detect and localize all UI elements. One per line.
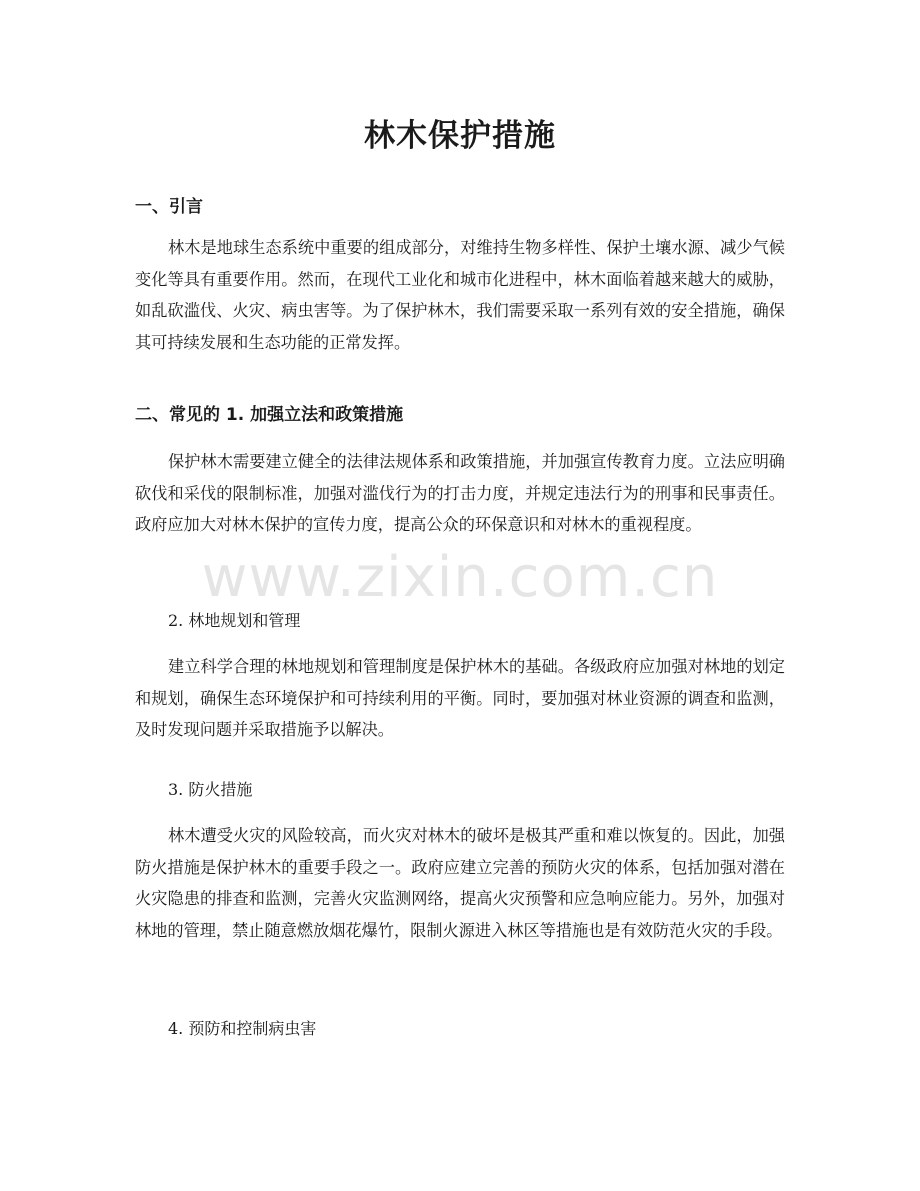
- section-heading-legislation: 二、常见的 1. 加强立法和政策措施: [135, 405, 404, 425]
- section-paragraph-planning: 建立科学合理的林地规划和管理制度是保护林木的基础。各级政府应加强对林地的划定和规划，确保生态环境保护和可持续利用的平衡。同时，要加强对林业资源的调查和监测，及时发现问题并采取措施予以解决。: [135, 657, 785, 739]
- subsection-heading-planning: 2. 林地规划和管理: [168, 611, 301, 630]
- document-title: 林木保护措施: [364, 118, 556, 154]
- subsection-heading-pests: 4. 预防和控制病虫害: [168, 1019, 317, 1038]
- section-paragraph-legislation: 保护林木需要建立健全的法律法规体系和政策措施，并加强宣传教育力度。立法应明确砍伐和采伐的限制标准，加强对滥伐行为的打击力度，并规定违法行为的刑事和民事责任。政府应加大对林木保护的宣传力度，提高公众的环保意识和对林木的重视程度。: [135, 452, 785, 534]
- subsection-heading-fire: 3. 防火措施: [168, 780, 253, 799]
- section-paragraph-intro: 林木是地球生态系统中重要的组成部分，对维持生物多样性、保护土壤水源、减少气候变化等具有重要作用。然而，在现代工业化和城市化进程中，林木面临着越来越大的威胁，如乱砍滥伐、火灾、病虫害等。为了保护林木，我们需要采取一系列有效的安全措施，确保其可持续发展和生态功能的正常发挥。: [135, 238, 785, 352]
- watermark-text: www.zixin.com.cn: [201, 545, 719, 610]
- section-paragraph-fire: 林木遭受火灾的风险较高，而火灾对林木的破坏是极其严重和难以恢复的。因此，加强防火措施是保护林木的重要手段之一。政府应建立完善的预防火灾的体系，包括加强对潜在火灾隐患的排查和监测，完善火灾监测网络，提高火灾预警和应急响应能力。另外，加强对林地的管理，禁止随意燃放烟花爆竹，限制火源进入林区等措施也是有效防范火灾的手段。: [135, 826, 785, 940]
- section-heading-intro: 一、引言: [135, 197, 203, 217]
